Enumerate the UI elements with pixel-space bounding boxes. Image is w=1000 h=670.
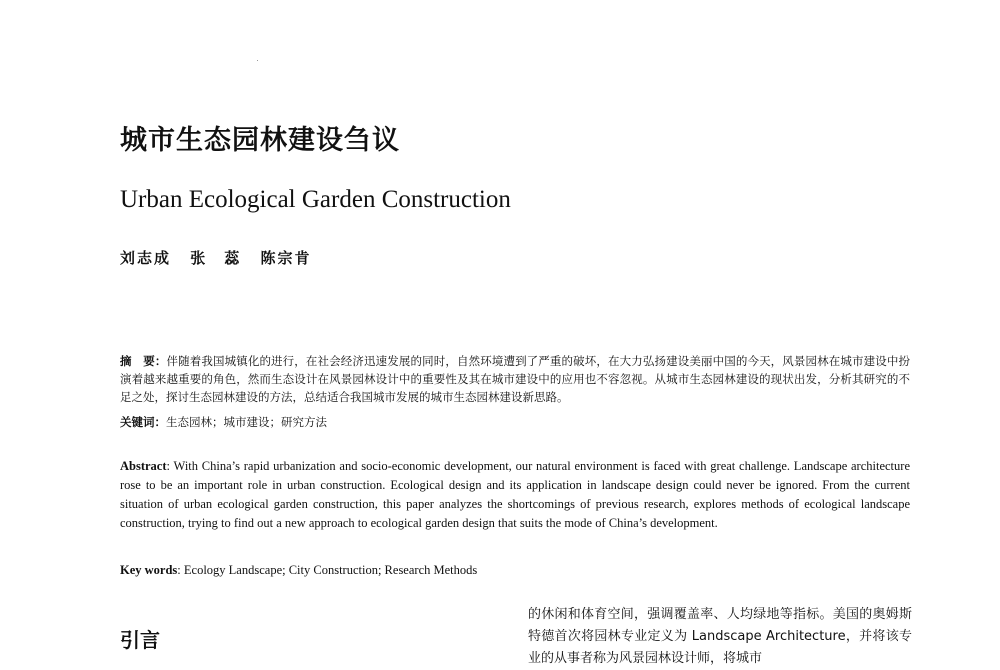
chinese-abstract xyxy=(120,352,910,406)
english-abstract xyxy=(120,457,910,533)
scan-speck xyxy=(257,60,258,61)
author-name: 张 蕊 xyxy=(190,249,242,267)
english-keywords-text: : Ecology Landscape; City Construction; Research Methods xyxy=(177,563,478,577)
author-name: 刘志成 xyxy=(120,249,172,267)
author-list xyxy=(120,247,326,268)
english-keywords-label: Key words xyxy=(120,563,178,577)
english-title: Urban Ecological Garden Construction xyxy=(120,186,511,213)
chinese-title: 城市生态园林建设刍议 xyxy=(120,125,400,156)
body-text-right-column: 的休闲和体育空间，强调覆盖率、人均绿地等指标。美国的奥姆斯特德首次将园林专业定义为 Landscape Architecture，并将该专业的从事者称为风景园林设计师，将城市 xyxy=(528,607,912,666)
chinese-abstract-label: 摘 要： xyxy=(120,354,167,368)
section-heading-introduction: 引言 xyxy=(120,628,160,652)
chinese-keywords-label: 关键词： xyxy=(120,415,166,429)
chinese-keywords xyxy=(120,413,910,431)
author-name: 陈宗肯 xyxy=(260,249,312,267)
english-abstract-text: : With China’s rapid urbanization and socio-economic development, our natural environment is faced with great challenge. Landscape architecture rose to be an important role in urban construction. Ecological design and its application in landscape design could never be ignored. From the current situation of urban ecological garden construction, this paper analyzes the shortcomings of previous research, explores methods of ecological landscape construction, trying to find out a new approach to ecological garden design that suits the mode of China’s development. xyxy=(120,459,910,530)
chinese-abstract-text: 伴随着我国城镇化的进行，在社会经济迅速发展的同时，自然环境遭到了严重的破坏，在大力弘扬建设美丽中国的今天，风景园林在城市建设中扮演着越来越重要的角色，然而生态设计在风景园林设计中的重要性及其在城市建设中的应用也不容忽视。从城市生态园林建设的现状出发，分析其研究的不足之处，探讨生态园林建设的方法，总结适合我国城市发展的城市生态园林建设新思路。 xyxy=(120,354,910,404)
english-abstract-label: Abstract xyxy=(120,459,167,473)
chinese-keywords-text: 生态园林；城市建设；研究方法 xyxy=(166,415,327,429)
english-keywords xyxy=(120,561,910,580)
